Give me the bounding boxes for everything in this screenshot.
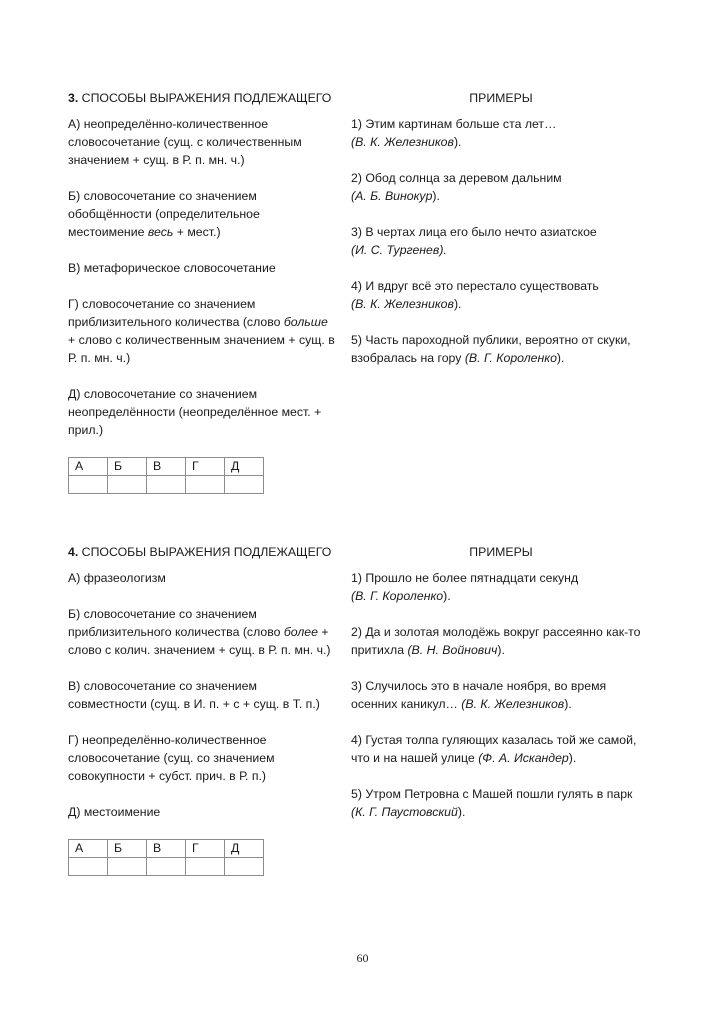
examples-heading: ПРИМЕРЫ	[469, 91, 533, 105]
text-run: ).	[457, 805, 466, 819]
section-title: СПОСОБЫ ВЫРАЖЕНИЯ ПОДЛЕЖАЩЕГО	[78, 545, 332, 559]
section-number: 4.	[68, 545, 79, 559]
text-run: А) фразеологизм	[68, 571, 166, 585]
subject-type-option	[68, 569, 338, 587]
text-run: 1) Этим картинам больше ста лет…	[351, 117, 557, 131]
text-run: 3) Случилось это в начале ноября, во время осенних каникул…	[351, 679, 607, 711]
text-run: 5) Утром Петровна с Машей пошли гулять в парк	[351, 787, 633, 801]
text-run: 4) И вдруг всё это перестало существовать	[351, 279, 599, 293]
options-list	[68, 115, 338, 439]
example-sentence	[351, 677, 641, 713]
italic-text: (В. Г. Короленко	[351, 589, 444, 603]
example-sentence	[351, 115, 641, 151]
italic-text: (В. Г. Короленко	[464, 351, 557, 365]
subject-type-option	[68, 605, 338, 659]
text-run: ).	[564, 697, 572, 711]
text-run: ).	[432, 189, 440, 203]
answer-header-cell: А	[69, 840, 108, 858]
answer-input-cell[interactable]	[225, 476, 264, 494]
text-run: 4) Густая толпа гуляющих казалась той же самой, что и на нашей улице	[351, 733, 637, 765]
subject-type-option	[68, 385, 338, 439]
italic-text: более	[283, 625, 318, 639]
subject-type-option	[68, 295, 338, 367]
answer-header-cell: Д	[225, 840, 264, 858]
text-run: В) словосочетание со значением совместности (сущ. в И. п. + с + сущ. в Т. п.)	[68, 679, 320, 711]
example-sentence	[351, 623, 641, 659]
answer-input-cell[interactable]	[147, 476, 186, 494]
answer-header-cell: А	[69, 458, 108, 476]
example-sentence	[351, 731, 641, 767]
example-sentence	[351, 331, 641, 367]
example-sentence	[351, 569, 641, 605]
section-title: СПОСОБЫ ВЫРАЖЕНИЯ ПОДЛЕЖАЩЕГО	[78, 91, 332, 105]
text-run: Г) неопределённо-количественное словосочетание (сущ. со значением совокупности + субст. прич. в Р. п.)	[68, 733, 275, 783]
italic-text: (В. К. Железников	[351, 135, 454, 149]
examples-heading: ПРИМЕРЫ	[469, 545, 533, 559]
italic-text: больше	[283, 315, 328, 329]
answer-input-cell[interactable]	[186, 476, 225, 494]
italic-text: весь	[147, 225, 174, 239]
subject-types-column	[68, 89, 338, 494]
text-run: В) метафорическое словосочетание	[68, 261, 276, 275]
italic-text: (И. С. Тургенев).	[351, 243, 447, 257]
section-heading	[68, 89, 338, 107]
page-number: 60	[356, 951, 369, 965]
answer-input-cell[interactable]	[108, 858, 147, 876]
italic-text: (В. Н. Войнович	[407, 643, 498, 657]
text-run: ).	[497, 643, 505, 657]
italic-text: (В. К. Железников	[351, 297, 454, 311]
answer-header-cell: Г	[186, 458, 225, 476]
text-run: + мест.)	[173, 225, 221, 239]
text-run: 1) Прошло не более пятнадцати секунд	[351, 571, 579, 585]
italic-text: (В. К. Железников	[461, 697, 565, 711]
subject-type-option	[68, 259, 338, 277]
answer-table	[68, 457, 264, 494]
answer-input-cell[interactable]	[108, 476, 147, 494]
answer-input-cell[interactable]	[147, 858, 186, 876]
answer-table-header-row	[69, 458, 264, 476]
example-sentence	[351, 277, 641, 313]
text-run: Б) словосочетание со значением приблизительного количества (слово	[68, 607, 284, 639]
subject-type-option	[68, 677, 338, 713]
text-run: А) неопределённо-количественное словосочетание (сущ. с количественным значением + сущ. в Р. п. мн. ч.)	[68, 117, 302, 167]
text-run: + слово с колич. значением + сущ. в Р. п. мн. ч.)	[68, 625, 331, 657]
answer-table	[68, 839, 264, 876]
examples-column	[351, 543, 641, 839]
subject-types-column	[68, 543, 338, 876]
examples-column	[351, 89, 641, 385]
text-run: ).	[556, 351, 565, 365]
answer-input-cell[interactable]	[225, 858, 264, 876]
text-run: ).	[443, 589, 451, 603]
examples-list	[351, 569, 641, 821]
answer-input-cell[interactable]	[69, 858, 108, 876]
text-run: 2) Да и золотая молодёжь вокруг рассеянно как-то притихла	[351, 625, 641, 657]
text-run: + слово с количественным значением + сущ. в Р. п. мн. ч.)	[68, 333, 335, 365]
section-heading	[68, 543, 338, 561]
text-run: Г) словосочетание со значением приблизительного количества (слово	[68, 297, 284, 329]
answer-header-cell: Г	[186, 840, 225, 858]
text-run: ).	[568, 751, 577, 765]
answer-header-cell: Б	[108, 458, 147, 476]
text-run: 5) Часть пароходной публики, вероятно от скуки, взобралась на гору	[351, 333, 631, 365]
answer-header-cell: Д	[225, 458, 264, 476]
text-run: Д) словосочетание со значением неопределённости (неопределённое мест. + прил.)	[68, 387, 322, 437]
answer-header-cell: Б	[108, 840, 147, 858]
text-run: 3) В чертах лица его было нечто азиатское	[351, 225, 597, 239]
subject-type-option	[68, 731, 338, 785]
examples-list	[351, 115, 641, 367]
answer-table-header-row	[69, 840, 264, 858]
text-run: ).	[453, 135, 462, 149]
answer-input-cell[interactable]	[186, 858, 225, 876]
italic-text: (Ф. А. Искандер	[478, 751, 569, 765]
answer-header-cell: В	[147, 840, 186, 858]
answer-table-input-row	[69, 858, 264, 876]
text-run: 2) Обод солнца за деревом дальним	[351, 171, 562, 185]
section-number: 3.	[68, 91, 79, 105]
example-sentence	[351, 223, 641, 259]
answer-input-cell[interactable]	[69, 476, 108, 494]
example-sentence	[351, 785, 641, 821]
subject-type-option	[68, 187, 338, 241]
example-sentence	[351, 169, 641, 205]
text-run: ).	[453, 297, 462, 311]
italic-text: (А. Б. Винокур	[351, 189, 433, 203]
text-run: Б) словосочетание со значением обобщённости (определительное местоимение	[68, 189, 260, 239]
options-list	[68, 569, 338, 821]
subject-type-option	[68, 115, 338, 169]
answer-table-input-row	[69, 476, 264, 494]
answer-header-cell: В	[147, 458, 186, 476]
text-run: Д) местоимение	[68, 805, 161, 819]
subject-type-option	[68, 803, 338, 821]
italic-text: (К. Г. Паустовский	[351, 805, 458, 819]
